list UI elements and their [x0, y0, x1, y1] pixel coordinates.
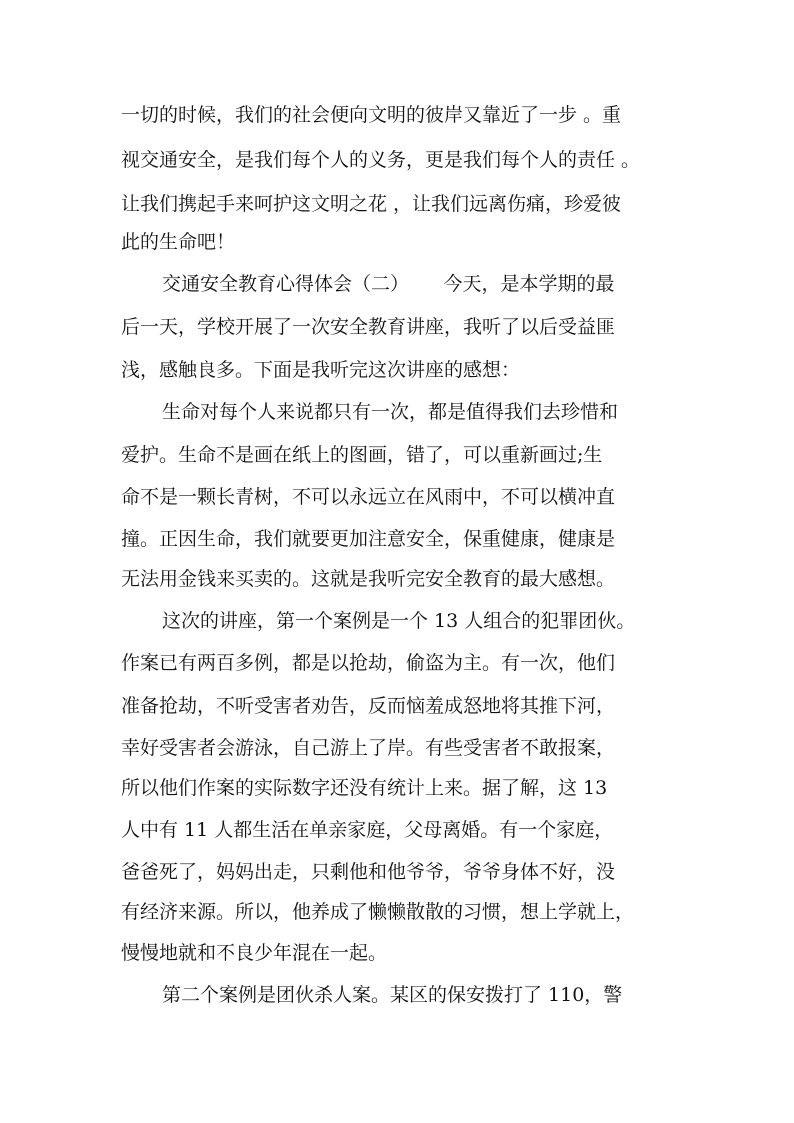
text-line: 所以他们作案的实际数字还没有统计上来。据了解，这 13 [121, 777, 608, 799]
text-line: 有经济来源。所以，他养成了懒懒散散的习惯，想上学就上， [121, 901, 635, 923]
text-line: 慢慢地就和不良少年混在一起。 [121, 942, 388, 964]
text-line: 生命对每个人来说都只有一次，都是值得我们去珍惜和 [162, 401, 619, 423]
text-line: 撞。正因生命，我们就要更加注意安全，保重健康，健康是 [121, 528, 616, 550]
text-line: 人中有 11 人都生活在单亲家庭，父母离婚。有一个家庭， [121, 819, 614, 841]
text-line: 让我们携起手来呵护这文明之花 ，让我们远离伤痛，珍爱彼 [121, 193, 622, 215]
text-line: 爸爸死了，妈妈出走，只剩他和他爷爷，爷爷身体不好，没 [121, 861, 616, 883]
text-line: 爱护。生命不是画在纸上的图画，错了，可以重新画过;生 [121, 444, 603, 466]
text-line: 无法用金钱来买卖的。这就是我听完安全教育的最大感想。 [121, 568, 616, 590]
text-line: 命不是一颗长青树，不可以永远立在风雨中，不可以横冲直 [121, 486, 616, 508]
text-line: 作案已有两百多例，都是以抢劫，偷盗为主。有一次，他们 [121, 652, 616, 674]
text-line: 第二个案例是团伙杀人案。某区的保安拨打了 110，警 [162, 984, 623, 1006]
text-line: 交通安全教育心得体会（二） 今天，是本学期的最 [162, 273, 615, 295]
text-line: 后一天，学校开展了一次安全教育讲座，我听了以后受益匪 [121, 316, 616, 338]
text-line: 此的生命吧！ [121, 231, 236, 253]
text-line: 一切的时候，我们的社会便向文明的彼岸又靠近了一步 。重 [121, 104, 622, 126]
text-line: 幸好受害者会游泳，自己游上了岸。有些受害者不敢报案， [121, 737, 616, 759]
text-line: 浅，感触良多。下面是我听完这次讲座的感想： [121, 359, 521, 381]
text-line: 这次的讲座，第一个案例是一个 13 人组合的犯罪团伙。 [162, 610, 636, 632]
text-line: 准备抢劫，不听受害者劝告，反而恼羞成怒地将其推下河， [121, 695, 616, 717]
text-line: 视交通安全，是我们每个人的义务，更是我们每个人的责任 。 [121, 149, 641, 171]
